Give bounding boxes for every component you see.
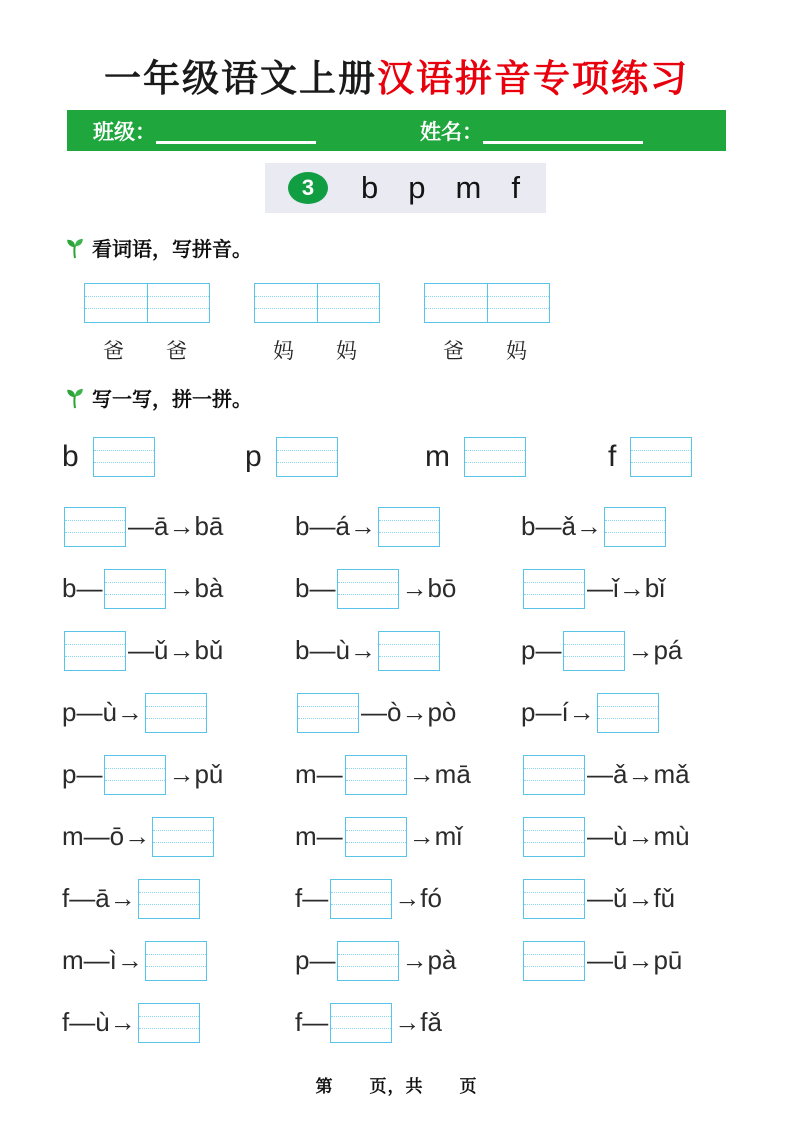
exercise-item	[295, 693, 521, 733]
warmup-item	[608, 437, 732, 477]
word-char: 爸	[166, 340, 187, 363]
section-1-title: 看词语，写拼音。	[92, 239, 252, 261]
exercise-text: m—ō→	[62, 821, 151, 851]
page-title-red: 汉语拼音专项练习	[377, 56, 689, 100]
pinyin-answer-box[interactable]	[378, 507, 440, 547]
pinyin-answer-box[interactable]	[523, 755, 585, 795]
page-title	[0, 48, 793, 102]
class-name-bar	[67, 110, 726, 151]
exercise-row	[62, 565, 734, 612]
word-pinyin-area	[82, 283, 548, 365]
exercise-item	[62, 631, 295, 671]
page-title-black: 一年级语文上册	[104, 56, 377, 100]
exercise-text: m—	[295, 759, 343, 789]
exercise-item	[521, 569, 734, 609]
pinyin-answer-box[interactable]	[104, 755, 166, 795]
exercise-text: b—á→	[295, 511, 376, 541]
pinyin-answer-box[interactable]	[597, 693, 659, 733]
pinyin-answer-box[interactable]	[64, 631, 126, 671]
pinyin-answer-box[interactable]	[337, 941, 399, 981]
sprout-leaf-icon	[64, 387, 86, 409]
warmup-letter: b	[62, 440, 79, 473]
exercise-row	[62, 689, 734, 736]
pinyin-answer-box[interactable]	[345, 817, 407, 857]
exercise-item	[521, 817, 734, 857]
exercise-text: f—	[295, 1007, 329, 1037]
exercise-text: →fǎ	[394, 1007, 442, 1037]
exercise-item	[62, 507, 295, 547]
exercise-item	[295, 879, 521, 919]
class-label: 班级：	[93, 120, 156, 144]
pinyin-answer-box[interactable]	[523, 941, 585, 981]
exercise-item	[521, 693, 734, 733]
exercise-item	[521, 941, 734, 981]
exercise-text: —ù→mù	[587, 821, 690, 851]
exercise-item	[62, 941, 295, 981]
exercise-text: b—ù→	[295, 635, 376, 665]
word-label	[82, 335, 208, 365]
exercise-item	[295, 817, 521, 857]
word-char: 妈	[506, 340, 527, 363]
exercise-row	[62, 627, 734, 674]
pinyin-answer-box[interactable]	[464, 437, 526, 477]
word-group	[82, 283, 208, 365]
exercise-item	[295, 941, 521, 981]
exercise-item	[295, 755, 521, 795]
section-1-header	[64, 233, 252, 262]
word-char: 妈	[336, 340, 357, 363]
exercise-item	[62, 879, 295, 919]
pinyin-answer-box[interactable]	[330, 879, 392, 919]
word-group	[252, 283, 378, 365]
exercise-text: —ǐ→bǐ	[587, 573, 666, 603]
exercise-item	[62, 755, 295, 795]
lesson-letter: m	[455, 170, 482, 205]
warmup-letter: p	[245, 440, 262, 473]
word-char: 爸	[103, 340, 124, 363]
sprout-leaf-icon	[64, 237, 86, 259]
exercise-text: —ā→bā	[128, 511, 224, 541]
exercise-text: p—	[295, 945, 336, 975]
exercise-text: →mā	[408, 759, 471, 789]
pinyin-answer-box[interactable]	[523, 569, 585, 609]
exercise-text: —ò→pò	[361, 697, 457, 727]
exercise-row	[62, 999, 734, 1046]
pinyin-answer-box[interactable]	[276, 437, 338, 477]
exercise-text: b—	[295, 573, 336, 603]
exercise-text: —ū→pū	[587, 945, 683, 975]
warmup-item	[62, 437, 245, 477]
exercise-row	[62, 937, 734, 984]
lesson-header	[265, 163, 546, 213]
warmup-letter: m	[425, 440, 450, 473]
exercise-text: b—ǎ→	[521, 511, 602, 541]
pinyin-answer-box[interactable]	[138, 879, 200, 919]
exercise-item	[295, 631, 521, 671]
box-divider	[147, 283, 148, 323]
lesson-letter: b	[361, 170, 379, 205]
warmup-item	[245, 437, 425, 477]
exercise-item	[295, 507, 521, 547]
name-label: 姓名：	[420, 120, 483, 144]
exercise-item	[62, 817, 295, 857]
pinyin-answer-box[interactable]	[254, 283, 380, 323]
exercise-item	[295, 569, 521, 609]
exercise-text: —ǔ→fǔ	[587, 883, 676, 913]
pinyin-answer-box[interactable]	[104, 569, 166, 609]
pinyin-answer-box[interactable]	[84, 283, 210, 323]
exercise-item	[62, 569, 295, 609]
warmup-letter: f	[608, 440, 617, 473]
page-footer: 第 页，共 页	[315, 1077, 478, 1096]
exercise-text: →bà	[168, 573, 224, 603]
section-2-header	[64, 383, 252, 412]
word-label	[422, 335, 548, 365]
exercise-row	[62, 503, 734, 550]
exercise-grid	[62, 503, 734, 1061]
exercise-text: b—	[62, 573, 103, 603]
exercise-text: →fó	[394, 883, 442, 913]
lesson-letter: f	[511, 170, 520, 205]
pinyin-answer-box[interactable]	[345, 755, 407, 795]
exercise-item	[295, 1003, 521, 1043]
pinyin-answer-box[interactable]	[138, 1003, 200, 1043]
box-divider	[487, 283, 488, 323]
exercise-row	[62, 751, 734, 798]
section-2-title: 写一写，拼一拼。	[92, 389, 252, 411]
exercise-row	[62, 875, 734, 922]
exercise-text: f—	[295, 883, 329, 913]
exercise-text: p—í→	[521, 697, 595, 727]
word-label	[252, 335, 378, 365]
lesson-letter: p	[408, 170, 426, 205]
word-group	[422, 283, 548, 365]
exercise-text: m—	[295, 821, 343, 851]
lesson-letters	[361, 170, 520, 206]
pinyin-answer-box[interactable]	[152, 817, 214, 857]
pinyin-answer-box[interactable]	[64, 507, 126, 547]
exercise-row	[62, 813, 734, 860]
exercise-item	[521, 755, 734, 795]
exercise-text: m—ì→	[62, 945, 143, 975]
exercise-item	[521, 631, 734, 671]
pinyin-answer-box[interactable]	[604, 507, 666, 547]
pinyin-answer-box[interactable]	[630, 437, 692, 477]
exercise-text: f—ù→	[62, 1007, 136, 1037]
lesson-number-badge: 3	[288, 172, 328, 204]
exercise-text: →mǐ	[408, 821, 463, 851]
exercise-text: →pà	[401, 945, 457, 975]
exercise-item	[62, 693, 295, 733]
word-char: 妈	[273, 340, 294, 363]
pinyin-answer-box[interactable]	[145, 693, 207, 733]
pinyin-answer-box[interactable]	[145, 941, 207, 981]
name-input-line[interactable]	[483, 141, 643, 144]
exercise-text: →pá	[627, 635, 683, 665]
exercise-item	[521, 879, 734, 919]
exercise-item	[62, 1003, 295, 1043]
pinyin-answer-box[interactable]	[523, 817, 585, 857]
exercise-text: →pǔ	[168, 759, 224, 789]
box-divider	[317, 283, 318, 323]
exercise-text: p—	[521, 635, 562, 665]
pinyin-answer-box[interactable]	[93, 437, 155, 477]
pinyin-answer-box[interactable]	[297, 693, 359, 733]
exercise-item	[521, 507, 734, 547]
exercise-text: p—ù→	[62, 697, 143, 727]
pinyin-answer-box[interactable]	[337, 569, 399, 609]
exercise-text: →bō	[401, 573, 457, 603]
warmup-row	[62, 437, 732, 477]
pinyin-answer-box[interactable]	[523, 879, 585, 919]
exercise-text: —ǎ→mǎ	[587, 759, 690, 789]
pinyin-answer-box[interactable]	[563, 631, 625, 671]
exercise-text: p—	[62, 759, 103, 789]
exercise-text: —ǔ→bǔ	[128, 635, 224, 665]
exercise-text: f—ā→	[62, 883, 136, 913]
pinyin-answer-box[interactable]	[424, 283, 550, 323]
word-char: 爸	[443, 340, 464, 363]
warmup-item	[425, 437, 608, 477]
class-input-line[interactable]	[156, 141, 316, 144]
pinyin-answer-box[interactable]	[378, 631, 440, 671]
pinyin-answer-box[interactable]	[330, 1003, 392, 1043]
